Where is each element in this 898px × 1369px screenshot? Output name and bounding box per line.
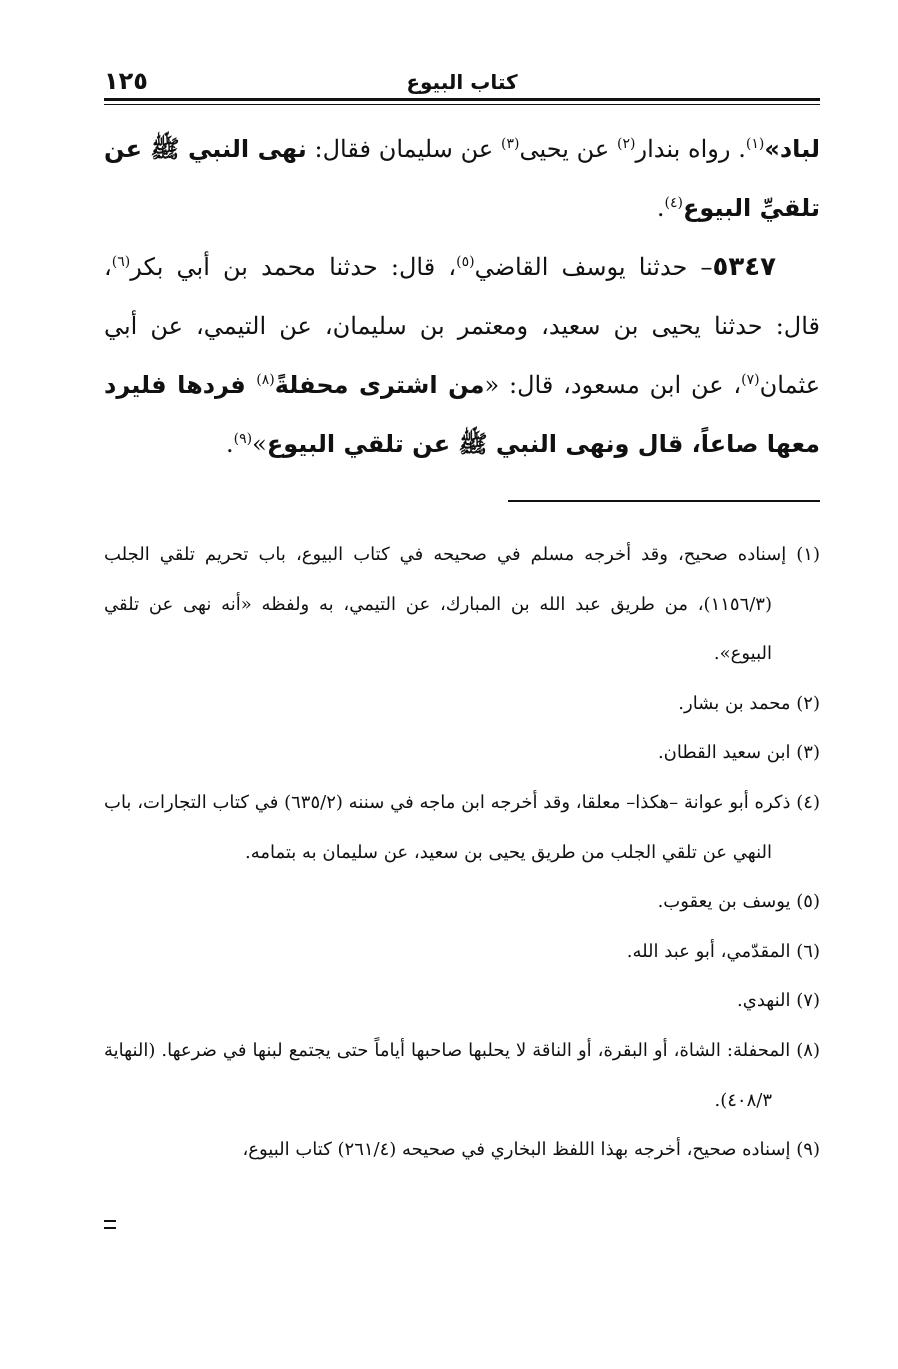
bold-text: نهى النبي ﷺ عن تلقيِّ البيوع — [104, 135, 820, 222]
text-span: عن سليمان فقال: — [306, 135, 501, 163]
bold-text: لباد» — [764, 135, 820, 163]
text-span: . رواه بندار — [635, 135, 746, 163]
main-text — [104, 120, 820, 474]
footnote-separator — [508, 500, 820, 502]
footnote-ref: (٦) — [111, 254, 131, 270]
footnote-item — [104, 728, 820, 778]
footnote-text: محمد بن بشار. — [678, 692, 791, 714]
paragraph-continuation — [104, 120, 820, 238]
footnote-number: (٥) — [796, 891, 820, 913]
footnote-number: (٣) — [796, 742, 820, 764]
footnote-number: (٧) — [796, 990, 820, 1012]
footnote-number: (٨) — [796, 1039, 820, 1061]
text-span: ، قال: حدثنا يحيى بن سعيد، ومعتمر بن سليمان، عن التيمي، عن أبي عثمان — [104, 253, 821, 399]
footnote-text: المحفلة: الشاة، أو البقرة، أو الناقة لا يحلبها صاحبها أياماً حتى يجتمع لبنها في ضرعها. (النهاية ٤٠٨/٣). — [104, 1039, 791, 1111]
footnote-text: ذكره أبو عوانة –هكذا– معلقا، وقد أخرجه ابن ماجه في سننه (٦٣٥/٢) في كتاب التجارات، باب النهي عن تلقي الجلب من طريق يحيى بن سعيد، عن سليمان به بتمامه. — [104, 791, 791, 863]
footnote-ref: (٢) — [617, 136, 636, 152]
running-header — [104, 60, 820, 100]
text-span: » — [252, 430, 267, 458]
footnote-item — [104, 1125, 820, 1175]
footnote-item — [104, 976, 820, 1026]
footnote-ref: (١) — [745, 136, 765, 152]
header-rule-thin — [104, 104, 820, 105]
bold-text: من اشترى محفلةً — [274, 371, 485, 399]
header-rule-thick — [104, 98, 820, 101]
text-span: . — [656, 194, 665, 222]
footnote-text: إسناده صحيح، وقد أخرجه مسلم في صحيحه في كتاب البيوع، باب تحريم تلقي الجلب (١١٥٦/٣)، من طريق عبد الله بن المبارك، عن التيمي، به ولفظه «أنه نهى عن تلقي البيوع». — [104, 544, 787, 665]
hadith-number: ٥٣٤٧ — [712, 252, 777, 282]
footnote-text: ابن سعيد القطان. — [657, 742, 791, 764]
footnote-number: (٢) — [796, 692, 820, 714]
footnote-number: (١) — [796, 544, 820, 565]
footnote-text: يوسف بن يعقوب. — [657, 891, 791, 913]
footnotes — [104, 530, 820, 1175]
hadith-paragraph — [104, 238, 820, 474]
footnote-text: المقدّمي، أبو عبد الله. — [626, 940, 791, 962]
footnote-item — [104, 778, 820, 877]
footnote-item — [104, 1026, 820, 1125]
footnote-item — [104, 877, 820, 927]
book-page — [104, 60, 820, 1350]
footnote-ref: (٤) — [664, 195, 683, 211]
page-number: ١٢٥ — [104, 67, 148, 95]
footnote-number: (٩) — [796, 1139, 820, 1161]
footnote-number: (٦) — [796, 940, 820, 962]
bold-text: فردها فليرد معها صاعاً، قال ونهى النبي ﷺ عن تلقي البيوع — [104, 371, 820, 458]
footnote-item — [104, 530, 820, 679]
text-span: . — [226, 430, 234, 458]
footnote-ref: (٥) — [456, 254, 475, 270]
text-span: ، قال: حدثنا محمد بن أبي بكر — [130, 253, 457, 281]
footnote-text: النهدي. — [737, 990, 791, 1012]
footnote-item — [104, 927, 820, 977]
footnote-ref: (٨) — [256, 372, 275, 388]
footnote-ref: (٩) — [233, 431, 253, 447]
text-span: عن يحيى — [519, 135, 618, 163]
footnote-ref: (٧) — [741, 372, 760, 388]
footnote-text: إسناده صحيح، أخرجه بهذا اللفظ البخاري في صحيحه (٢٦١/٤) كتاب البيوع، — [242, 1139, 791, 1161]
text-span: ، عن ابن مسعود، قال: « — [484, 371, 742, 399]
footnote-ref: (٣) — [501, 136, 520, 152]
text-span: – حدثنا يوسف القاضي — [474, 253, 713, 281]
footnote-number: (٤) — [796, 791, 820, 813]
footnote-item — [104, 679, 820, 729]
chapter-title: كتاب البيوع — [406, 70, 518, 94]
continuation-mark — [104, 1220, 116, 1229]
